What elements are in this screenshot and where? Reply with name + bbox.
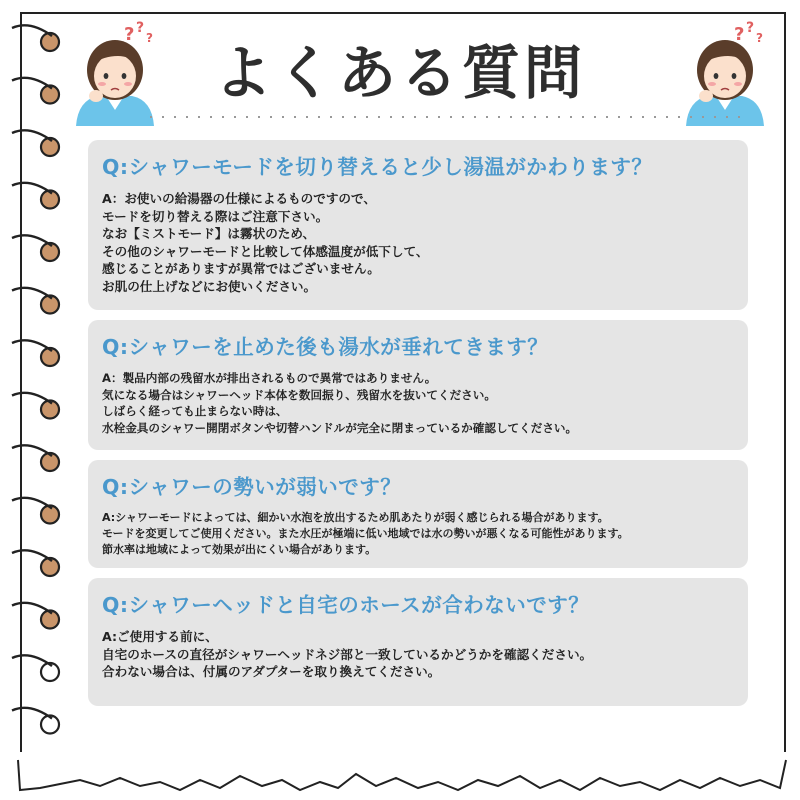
faq-answer [102,370,734,436]
answer-line: 水栓金具のシャワー開閉ボタンや切替ハンドルが完全に閉まっているか確認してください。 [102,420,578,435]
faq-question: Q:シャワーヘッドと自宅のホースが合わないです？ [102,593,590,617]
dotted-divider [150,114,750,120]
torn-edge [0,730,800,800]
page-title: よくある質問 [213,39,586,107]
answer-line: しばらく経っても止まらない時は、 [102,404,288,418]
svg-text:?: ? [746,20,755,36]
answer-line: 合わない場合は、付属のアダプターを取り換えてください。 [102,664,441,679]
answer-line: その他のシャワーモードと比較して体感温度が低下して、 [102,243,429,259]
answer-line: 自宅のホースの直径がシャワーヘッドネジ部と一致しているかどうかを確認ください。 [102,646,593,662]
faq-card [88,460,748,568]
answer-line: なお【ミストモード】は霧状のため、 [102,226,316,241]
answer-line: お肌の仕上げなどにお使いください。 [102,278,317,294]
faq-answer [102,510,734,558]
faq-card [88,140,748,310]
faq-answer [102,628,734,681]
answer-line: 感じることがありますが異常ではございません。 [102,261,380,276]
faq-card [88,578,748,706]
answer-line: モードを変更してご使用ください。また水圧が極端に低い地域では水の勢いが悪くなる可能性があります。 [102,527,629,540]
answer-line: A:シャワーモードによっては、細かい水泡を放出するため肌あたりが弱く感じられる場合があります。 [102,511,609,524]
faq-question: Q:シャワーの勢いが弱いです？ [102,475,402,499]
answer-line: A：製品内部の残留水が排出されるもので異常ではありません。 [102,371,437,385]
svg-text:?: ? [146,31,153,45]
svg-text:?: ? [756,31,763,45]
faq-card [88,320,748,450]
svg-text:?: ? [734,24,745,45]
faq-question: Q:シャワーモードを切り替えると少し湯温がかわります？ [102,155,653,179]
answer-line: A:ご使用する前に、 [102,629,218,644]
svg-text:?: ? [136,20,145,36]
answer-line: 気になる場合はシャワーヘッド本体を数回振り、残留水を抜いてください。 [102,387,496,402]
answer-line: モードを切り替える際はご注意下さい。 [102,208,329,224]
faq-question: Q:シャワーを止めた後も湯水が垂れてきます？ [102,335,549,359]
answer-line: A：お使いの給湯器の仕様によるものですので、 [102,191,376,206]
question-marks-icon: ? [124,24,135,45]
faq-answer [102,190,734,295]
answer-line: 節水率は地域によって効果が出にくい場合があります。 [102,543,377,556]
